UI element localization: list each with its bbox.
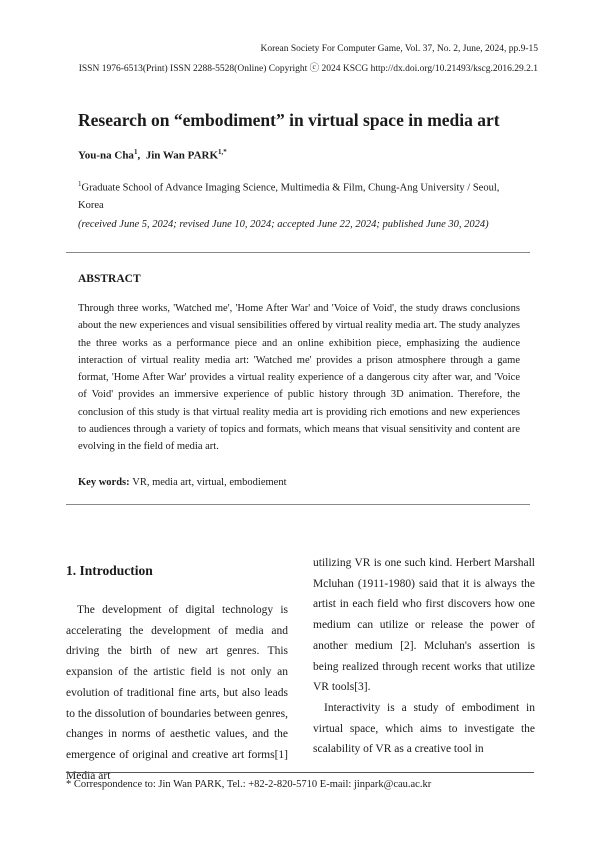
section-heading-introduction: 1. Introduction — [66, 563, 153, 578]
author-2-sup: 1,* — [218, 148, 227, 156]
author-1: You-na Cha — [78, 149, 134, 162]
intro-right-paragraph-1: utilizing VR is one such kind. Herbert Marshall Mcluhan (1911-1980) said that it is always the artist in each field who first discovers how one medium can utilize or release the power of another medium [2]. Mcluhan's assertion is being realized through recent works that utilize VR tools[3]. — [313, 557, 535, 694]
intro-right-paragraph-2: Interactivity is a study of embodiment in virtual space, which aims to investigate the scalability of VR as a creative tool in — [313, 701, 535, 756]
keywords-label: Key words: — [78, 477, 130, 488]
authors: You-na Cha$^1$, Jin Wan $PARK^{1,*}$ — [78, 148, 227, 162]
publication-dates: (received June 5, 2024; revised June 10, 2024; accepted June 22, 2024; published June 30, 2024) — [78, 219, 489, 230]
keywords — [78, 477, 287, 488]
abstract-heading: ABSTRACT — [78, 273, 141, 285]
intro-left-column: The development of digital technology is accelerating the development of media and driving the birth of new art genres. This expansion of the artistic field is not only an evolution of traditional fine arts, but also leads to the dissolution of boundaries between genres, changes in norms of aesthetic values, and the emergence of original and creative art forms[1] Media art — [66, 604, 288, 782]
footnote-rule — [66, 772, 534, 773]
abstract-text: Through three works, 'Watched me', 'Home After War' and 'Voice of Void', the study draws conclusions about the new experiences and visual sensibilities offered by virtual reality media art. The study analyzes the three works as a performance piece and an online exhibition piece, emphasizing the audience interaction of virtual reality media art: 'Watched me' provides a prison atmosphere through a game format, 'Home After War' provides a virtual reality experience of a dangerous city after war, and 'Voice of Void' provides an immersive experience of public history through 3D animation. Therefore, the conclusion of this study is that virtual reality media art is providing rich emotions and new experiences to audiences through a variety of topics and formats, which means that visual sensitivity and content are evolving in the field of media art. — [78, 303, 520, 453]
abstract-top-rule — [66, 252, 530, 253]
affiliation-sup: 1 — [78, 180, 82, 188]
journal-header-line2: ISSN 1976-6513(Print) ISSN 2288-5528(Online) Copyright ⓒ 2024 KSCG http://dx.doi.org/10.21493/kscg.2016.29.2.1 — [78, 64, 538, 74]
paper-title: Research on “embodiment” in virtual space in media art — [78, 110, 500, 130]
affiliation — [78, 176, 518, 214]
abstract-bottom-rule — [66, 504, 530, 505]
correspondence-footnote: * Correspondence to: Jin Wan PARK, Tel.: +82-2-820-5710 E-mail: jinpark@cau.ac.kr — [66, 779, 432, 790]
keywords-text: VR, media art, virtual, embodiement — [132, 477, 287, 488]
author-2: Jin Wan PARK — [145, 149, 219, 162]
journal-header-line1: Korean Society For Computer Game, Vol. 37, No. 2, June, 2024, pp.9-15 — [260, 44, 538, 54]
affiliation-text: Graduate School of Advance Imaging Science, Multimedia & Film, Chung-Ang University / Seoul, Korea — [78, 182, 500, 211]
author-1-sup: 1 — [133, 148, 138, 156]
intro-right-column — [313, 553, 535, 760]
